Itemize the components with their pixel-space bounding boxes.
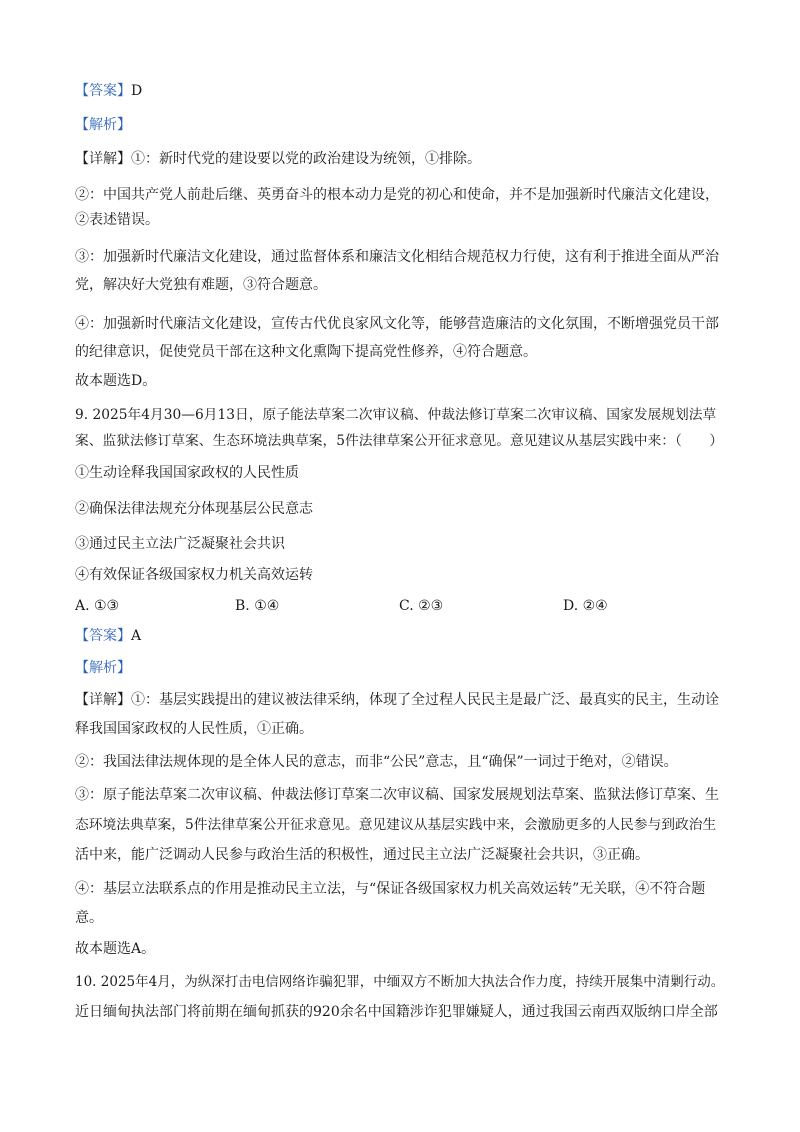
detail-line: ②：我国法律法规体现的是全体人民的意志，而非“公民”意志，且“确保”一词过于绝对，②错误。 [75, 754, 678, 770]
detail-line: 党，解决好大党独有难题，③符合题意。 [75, 277, 327, 293]
question-stem: 9. 2025年4月30—6月13日，原子能法草案二次审议稿、仲裁法修订草案二次审议稿、国家发展规划法草 [75, 407, 717, 423]
question-item: ③通过民主立法广泛凝聚社会共识 [75, 536, 285, 552]
answer-value: D [131, 83, 143, 99]
detail-line: ③：原子能法草案二次审议稿、仲裁法修订草案二次审议稿、国家发展规划法草案、监狱法修订草案、生 [75, 787, 719, 803]
question-item: ②确保法律法规充分体现基层公民意志 [75, 501, 313, 517]
detail-text: ①：基层实践提出的建议被法律采纳，体现了全过程人民民主是最广泛、最真实的民主，生动诠 [131, 692, 719, 708]
option-d: D. ②④ [563, 598, 608, 614]
question-item: ①生动诠释我国国家政权的人民性质 [75, 465, 299, 481]
answer-line [75, 82, 725, 100]
answer-tag: 【答案】 [75, 628, 131, 644]
answer-tag: 【答案】 [75, 83, 131, 99]
analysis-tag: 【解析】 [75, 117, 131, 133]
detail-line: ②：中国共产党人前赴后继、英勇奋斗的根本动力是党的初心和使命，并不是加强新时代廉洁文化建设， [75, 187, 719, 203]
detail-line: 活中来，能广泛调动人民参与政治生活的积极性，通过民主立法广泛凝聚社会共识，③正确。 [75, 847, 649, 863]
option-a: A. ①③ [75, 598, 120, 614]
detail-line: 意。 [75, 910, 103, 926]
detail-line: ②表述错误。 [75, 212, 159, 228]
detail-text: ①：新时代党的建设要以党的政治建设为统领，①排除。 [131, 151, 481, 167]
detail-line: ④：基层立法联系点的作用是推动民主立法，与“保证各级国家权力机关高效运转”无关联，④不符合题 [75, 881, 706, 897]
detail-line [75, 150, 725, 168]
question-stem: 10. 2025年4月，为纵深打击电信网络诈骗犯罪，中缅双方不断加大执法合作力度，持续开展集中清剿行动。 [75, 974, 725, 990]
detail-tag: 【详解】 [75, 692, 131, 708]
detail-line: ④：加强新时代廉洁文化建设，宣传古代优良家风文化等，能够营造廉洁的文化氛围，不断增强党员干部 [75, 316, 719, 332]
detail-line: 释我国国家政权的人民性质，①正确。 [75, 721, 313, 737]
analysis-tag: 【解析】 [75, 660, 131, 676]
question-stem: 案、监狱法修订草案、生态环境法典草案，5件法律草案公开征求意见。意见建议从基层实践中来：（ ） [75, 433, 724, 449]
detail-line [75, 691, 725, 709]
option-b: B. ①④ [235, 598, 280, 614]
question-item: ④有效保证各级国家权力机关高效运转 [75, 567, 313, 583]
detail-tag: 【详解】 [75, 151, 131, 167]
detail-line: 态环境法典草案，5件法律草案公开征求意见。意见建议从基层实践中来，会激励更多的人民参与到政治生 [75, 817, 717, 833]
detail-line: 的纪律意识，促使党员干部在这种文化熏陶下提高党性修养，④符合题意。 [75, 344, 537, 360]
detail-line: ③：加强新时代廉洁文化建设，通过监督体系和廉洁文化相结合规范权力行使，这有利于推进全面从严治 [75, 249, 719, 265]
conclusion: 故本题选D。 [75, 373, 157, 389]
answer-line [75, 627, 725, 645]
question-stem: 近日缅甸执法部门将前期在缅甸抓获的920余名中国籍涉诈犯罪嫌疑人，通过我国云南西双版纳口岸全部 [75, 1004, 718, 1020]
answer-value: A [131, 628, 142, 644]
option-c: C. ②③ [399, 598, 444, 614]
conclusion: 故本题选A。 [75, 941, 156, 957]
